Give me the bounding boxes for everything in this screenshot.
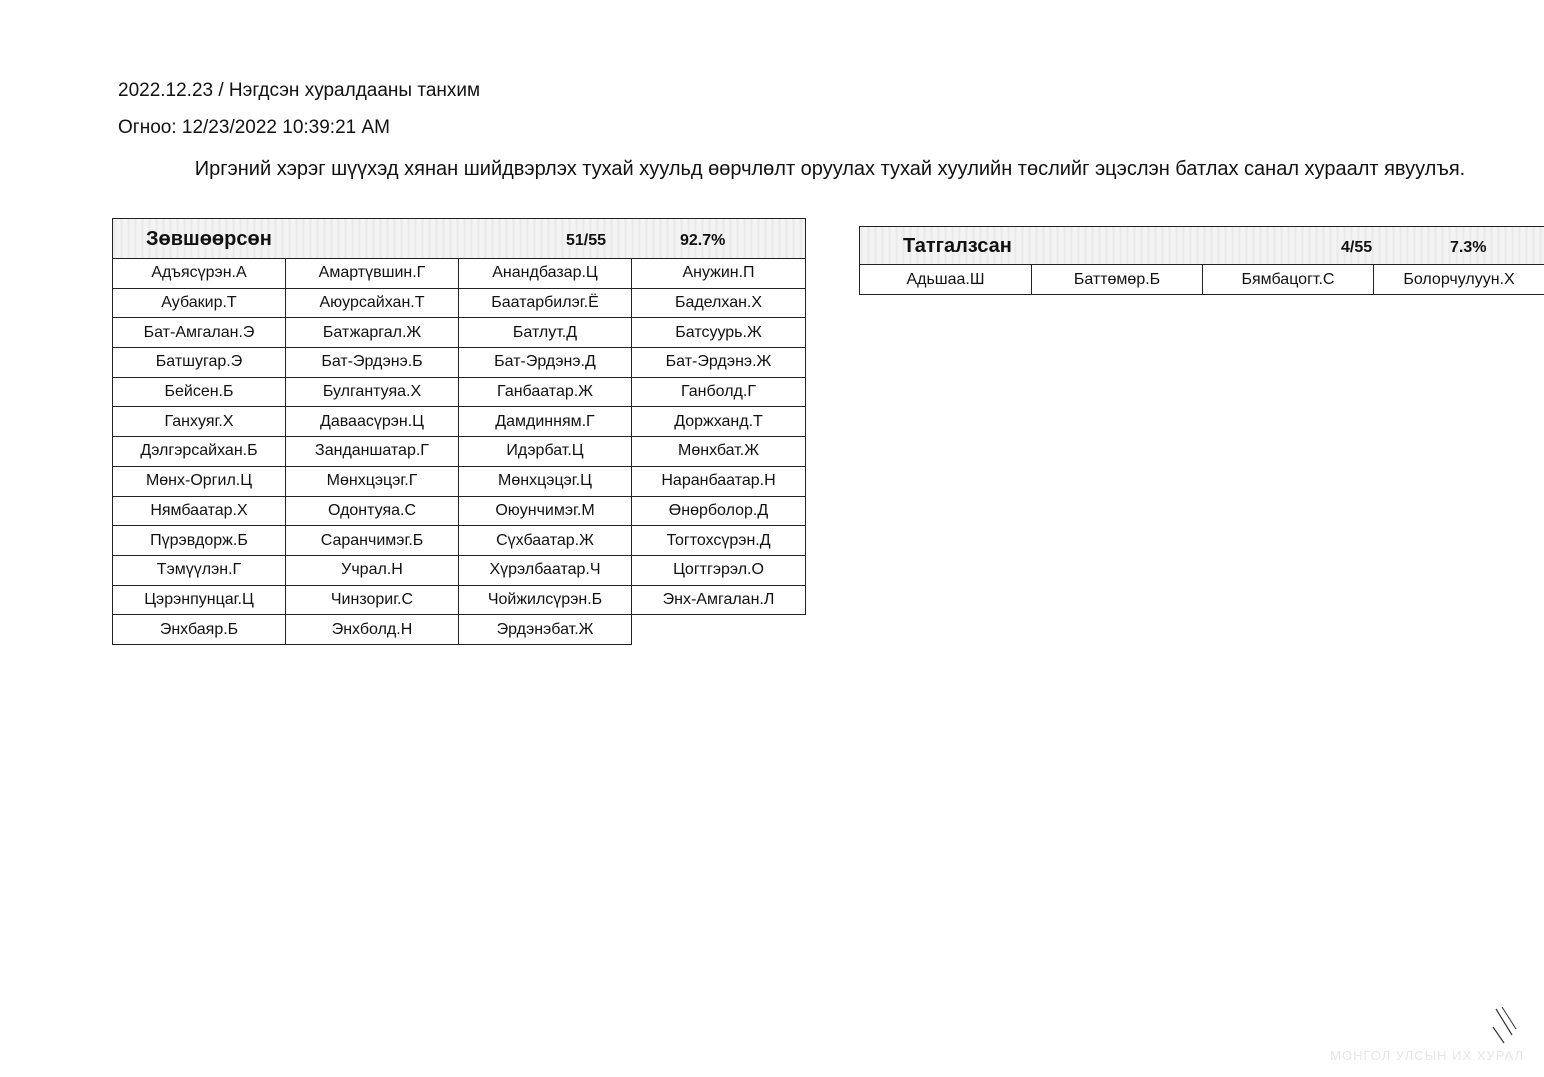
- header-timestamp: Огноо: 12/23/2022 10:39:21 AM: [118, 117, 391, 138]
- approved-member-name: Чинзориг.С: [286, 585, 459, 615]
- document-title: Иргэний хэрэг шүүхэд хянан шийдвэрлэх тухай хуульд өөрчлөлт оруулах тухай хуулийн төслийг эцэслэн батлах санал хураалт явуулъя.: [194, 158, 1466, 180]
- approved-member-name: Батшугар.Э: [113, 348, 286, 378]
- approved-member-name: Дэлгэрсайхан.Б: [113, 437, 286, 467]
- approved-header: [113, 219, 806, 259]
- approved-member-name: Энхбаяр.Б: [113, 615, 286, 645]
- approved-member-name: Анужин.П: [632, 259, 806, 289]
- approved-member-name: Баатарбилэг.Ё: [459, 288, 632, 318]
- approved-member-name: Бат-Эрдэнэ.Б: [286, 348, 459, 378]
- approved-member-name: Пүрэвдорж.Б: [113, 526, 286, 556]
- rejected-percent: 7.3%: [1450, 239, 1487, 256]
- approved-member-name: Одонтуяа.С: [286, 496, 459, 526]
- approved-empty-cell: [632, 615, 806, 645]
- approved-member-name: Цогтгэрэл.О: [632, 555, 806, 585]
- approved-member-name: Дамдинням.Г: [459, 407, 632, 437]
- approved-member-name: Цэрэнпунцаг.Ц: [113, 585, 286, 615]
- approved-percent: 92.7%: [680, 232, 726, 249]
- approved-row: [113, 407, 806, 437]
- approved-member-name: Энхболд.Н: [286, 615, 459, 645]
- approved-row: [113, 348, 806, 378]
- approved-member-name: Мөнхцэцэг.Ц: [459, 466, 632, 496]
- approved-label: Зөвшөөрсөн: [146, 228, 272, 250]
- rejected-member-name: Адьшаа.Ш: [860, 265, 1032, 295]
- approved-member-name: Оюунчимэг.М: [459, 496, 632, 526]
- rejected-count: 4/55: [1341, 239, 1373, 256]
- approved-row: [113, 288, 806, 318]
- approved-member-name: Тэмүүлэн.Г: [113, 555, 286, 585]
- approved-member-name: Ганбаатар.Ж: [459, 377, 632, 407]
- rejected-member-name: Баттөмөр.Б: [1032, 265, 1203, 295]
- rejected-row: [860, 265, 1544, 295]
- approved-member-name: Адъясүрэн.А: [113, 259, 286, 289]
- approved-row: [113, 496, 806, 526]
- rejected-member-name: Бямбацогт.С: [1203, 265, 1374, 295]
- approved-member-name: Занданшатар.Г: [286, 437, 459, 467]
- approved-member-name: Наранбаатар.Н: [632, 466, 806, 496]
- approved-member-name: Идэрбат.Ц: [459, 437, 632, 467]
- approved-member-name: Баделхан.Х: [632, 288, 806, 318]
- approved-member-name: Мөнхбат.Ж: [632, 437, 806, 467]
- approved-member-name: Батжаргал.Ж: [286, 318, 459, 348]
- approved-member-name: Бат-Амгалан.Э: [113, 318, 286, 348]
- approved-row: [113, 526, 806, 556]
- approved-member-name: Даваасүрэн.Ц: [286, 407, 459, 437]
- rejected-table: [859, 226, 1544, 295]
- approved-table: [112, 218, 806, 645]
- approved-member-name: Анандбазар.Ц: [459, 259, 632, 289]
- approved-row: [113, 555, 806, 585]
- approved-member-name: Аюурсайхан.Т: [286, 288, 459, 318]
- approved-member-name: Батлут.Д: [459, 318, 632, 348]
- approved-member-name: Хүрэлбаатар.Ч: [459, 555, 632, 585]
- approved-row: [113, 318, 806, 348]
- approved-count: 51/55: [566, 232, 607, 249]
- approved-member-name: Энх-Амгалан.Л: [632, 585, 806, 615]
- approved-member-name: Мөнхцэцэг.Г: [286, 466, 459, 496]
- approved-member-name: Эрдэнэбат.Ж: [459, 615, 632, 645]
- approved-row: [113, 377, 806, 407]
- approved-member-name: Ганхуяг.Х: [113, 407, 286, 437]
- rejected-header: [860, 227, 1544, 265]
- approved-member-name: Мөнх-Оргил.Ц: [113, 466, 286, 496]
- approved-member-name: Амартүвшин.Г: [286, 259, 459, 289]
- approved-member-name: Саранчимэг.Б: [286, 526, 459, 556]
- approved-member-name: Батсуурь.Ж: [632, 318, 806, 348]
- approved-row: [113, 466, 806, 496]
- approved-member-name: Бат-Эрдэнэ.Ж: [632, 348, 806, 378]
- approved-row: [113, 259, 806, 289]
- approved-member-name: Доржханд.Т: [632, 407, 806, 437]
- approved-row: [113, 615, 806, 645]
- approved-member-name: Ганболд.Г: [632, 377, 806, 407]
- handwritten-mark-icon: [1490, 1005, 1520, 1045]
- approved-member-name: Чойжилсүрэн.Б: [459, 585, 632, 615]
- approved-row: [113, 437, 806, 467]
- approved-member-name: Сүхбаатар.Ж: [459, 526, 632, 556]
- approved-member-name: Учрал.Н: [286, 555, 459, 585]
- approved-member-name: Нямбаатар.Х: [113, 496, 286, 526]
- approved-member-name: Бат-Эрдэнэ.Д: [459, 348, 632, 378]
- approved-member-name: Өнөрболор.Д: [632, 496, 806, 526]
- approved-member-name: Аубакир.Т: [113, 288, 286, 318]
- footer-watermark: МОНГОЛ УЛСЫН ИХ ХУРАЛ: [1330, 1048, 1524, 1063]
- approved-member-name: Тогтохсүрэн.Д: [632, 526, 806, 556]
- approved-member-name: Бейсен.Б: [113, 377, 286, 407]
- approved-member-name: Булгантуяа.Х: [286, 377, 459, 407]
- approved-row: [113, 585, 806, 615]
- rejected-label: Татгалзсан: [903, 235, 1012, 257]
- header-date-location: 2022.12.23 / Нэгдсэн хуралдааны танхим: [118, 80, 481, 101]
- rejected-member-name: Болорчулуун.Х: [1374, 265, 1544, 295]
